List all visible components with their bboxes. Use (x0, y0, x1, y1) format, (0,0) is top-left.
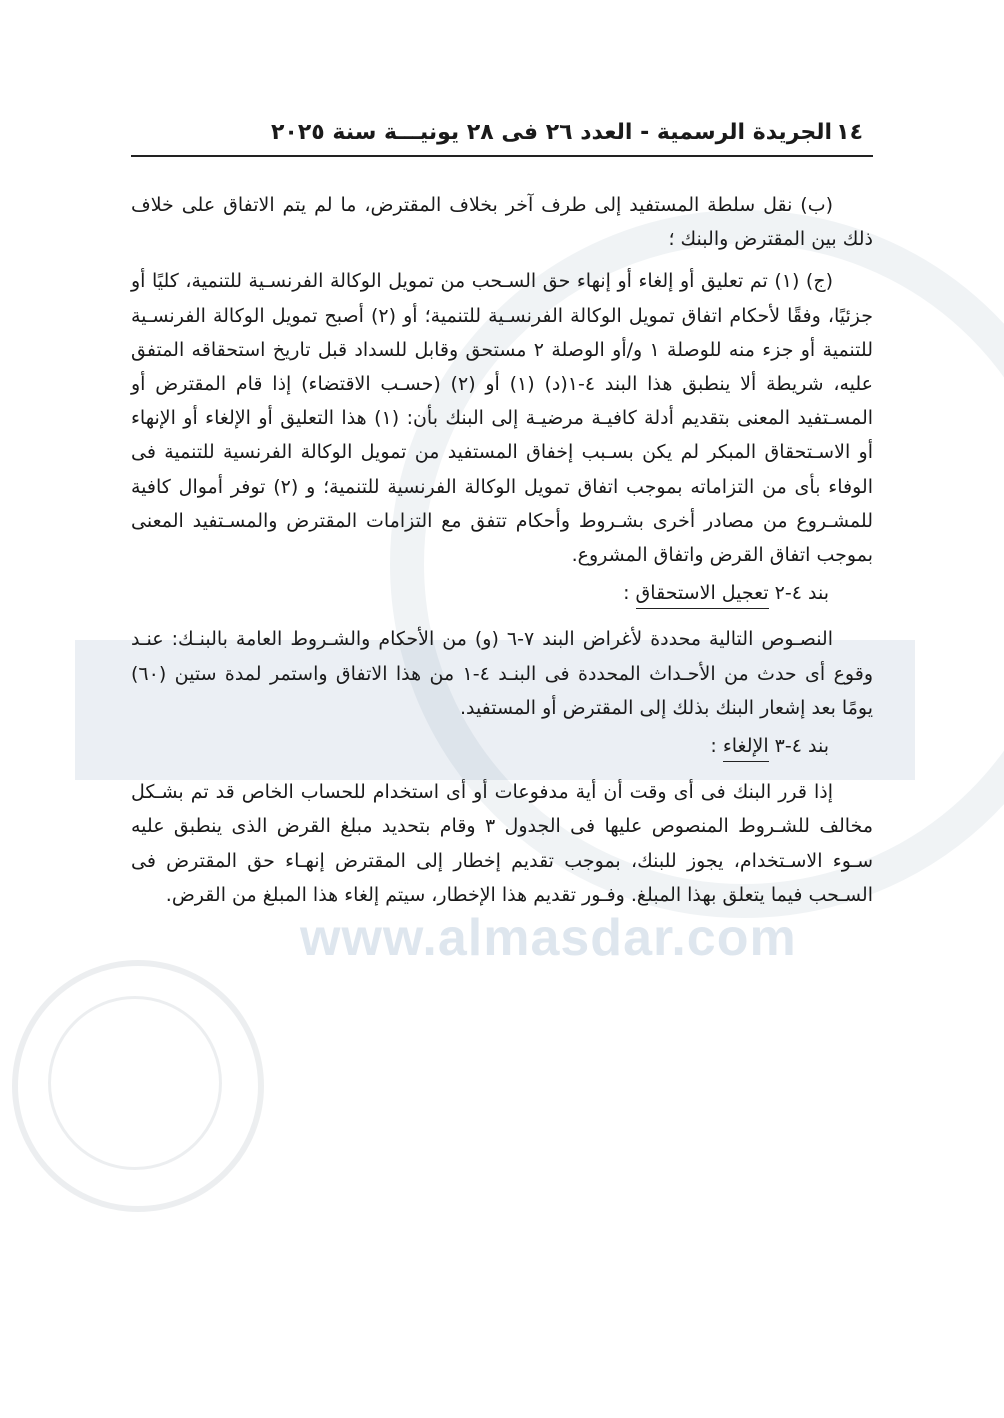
section-number: بند ٤-٢ (774, 582, 829, 605)
header-rule (131, 155, 873, 157)
page-number: ١٤ (836, 119, 863, 145)
section-colon: : (710, 735, 723, 758)
section-number: بند ٤-٣ (774, 735, 829, 758)
section-heading-4-3 (131, 729, 873, 763)
section-title: الإلغاء (723, 735, 769, 762)
paragraph-acceleration: النصـوص التالية محددة لأغراض البند ٧-٦ (و) من الأحكام والشـروط العامة بالبنـك: عنـد وقوع أى حدث من الأحـداث المحددة فى البنـد ٤-١ من هذا الاتفاق واستمر لمدة ستين (٦٠) يومًا بعد إشعار البنك بذلك إلى المقترض أو المستفيد. (131, 628, 873, 719)
watermark-url: www.almasdar.com (300, 909, 797, 967)
paragraph-b: (ب) نقل سلطة المستفيد إلى طرف آخر بخلاف المقترض، ما لم يتم الاتفاق على خلاف ذلك بين المقترض والبنك ؛ (131, 194, 873, 251)
paragraph-c: (ج) (١) تم تعليق أو إلغاء أو إنهاء حق السـحب من تمويل الوكالة الفرنسـية للتنمية، كليًا أو جزئيًا، وفقًا لأحكام اتفاق تمويل الوكالة الفرنسـية للتنمية؛ أو (٢) أصبح تمويل الوكالة الفرنسـية للتنمية أو جزء منه للوصلة ١ و/أو الوصلة ٢ مستحق وقابل للسداد قبل تاريخ استحقاقه المتفق عليه، شريطة ألا ينطبق هذا البند ٤-١(د) (١) أو (٢) (حسـب الاقتضاء) إذا قام المقترض أو المسـتفيد المعنى بتقديم أدلة كافيـة مرضيـة إلى البنك بأن: (١) هذا التعليق أو الإلغاء أو الإنهاء أو الاسـتحقاق المبكر لم يكن بسـبب إخفاق المستفيد من تمويل الوكالة الفرنسية للتنمية فى الوفاء بأى من التزاماته بموجب اتفاق تمويل الوكالة الفرنسية للتنمية؛ و (٢) توفر أموال كافية للمشـروع من مصادر أخرى بشـروط وأحكام تتفق مع التزامات المقترض والمسـتفيد المعنى بموجب اتفاق القرض واتفاق المشروع. (131, 270, 874, 567)
section-heading-4-2 (131, 576, 873, 610)
document-body (131, 188, 873, 920)
running-title: الجريدة الرسمية - العدد ٢٦ فى ٢٨ يونيـــة سنة ٢٠٢٥ (271, 119, 833, 145)
section-colon: : (623, 582, 636, 605)
watermark-seal-icon (12, 960, 264, 1212)
section-title: تعجيل الاستحقاق (636, 582, 769, 609)
page-header (131, 112, 873, 152)
paragraph-cancellation: إذا قرر البنك فى أى وقت أن أية مدفوعات أو أى استخدام للحساب الخاص قد تم بشـكل مخالف للشـروط المنصوص عليها فى الجدول ٣ وقام بتحديد مبلغ القرض الذى ينطبق عليه سـوء الاسـتخدام، يجوز للبنك، بموجب تقديم إخطار إلى المقترض إنهـاء حق المقترض فى السـحب فيما يتعلق بهذا المبلغ. وفـور تقديم هذا الإخطار، سيتم إلغاء هذا المبلغ من القرض. (131, 781, 874, 906)
